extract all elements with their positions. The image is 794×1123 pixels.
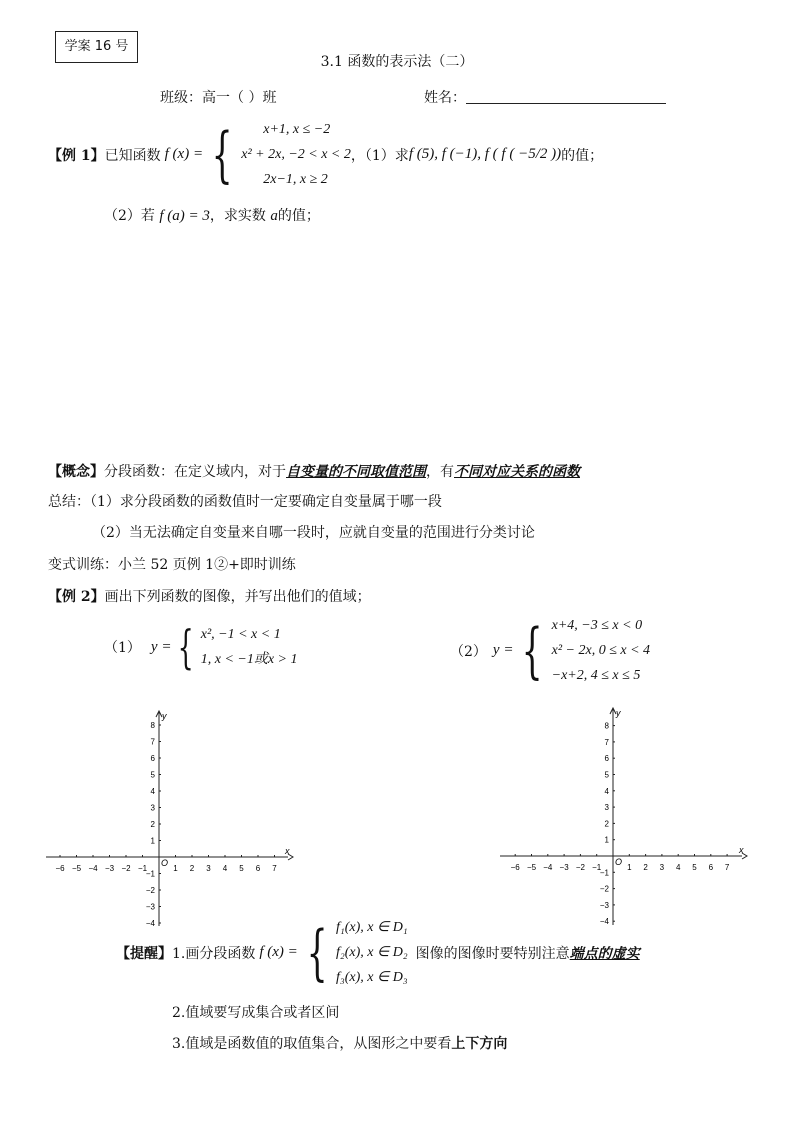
- y-tick-label: −4: [145, 919, 155, 928]
- concept-text2: ，有: [426, 464, 454, 480]
- brace-icon: {: [211, 119, 233, 190]
- x-tick-label: −6: [55, 864, 65, 873]
- example1-fx: f (x) =: [164, 146, 204, 162]
- x-tick-label: −5: [526, 863, 537, 872]
- name-blank[interactable]: [466, 89, 666, 104]
- reminder-item1-emph: 端点的虚实: [569, 945, 640, 962]
- x-tick-label: 7: [272, 864, 277, 873]
- reminder-item3-bold: 上下方向: [451, 1036, 508, 1052]
- concept-text1: 分段函数：在定义域内，对于: [104, 464, 286, 480]
- x-tick-label: 6: [708, 863, 714, 872]
- reminder-fx: f (x) =: [259, 944, 298, 960]
- y-tick-label: −2: [599, 884, 609, 894]
- case-row: f₃(x), x ∈ D₃: [335, 970, 408, 985]
- x-tick-label: −3: [559, 863, 569, 872]
- part2-label: （2）: [450, 643, 487, 660]
- x-tick-label: 4: [222, 864, 228, 873]
- q2-mid: ，求实数: [209, 208, 266, 224]
- case-row: 1, x < −1或x > 1: [200, 652, 298, 667]
- brace-icon: {: [306, 917, 328, 988]
- example1-q1-expr: f (5), f (−1), f ( f ( −5/2 )): [408, 146, 562, 162]
- name-field: [424, 87, 666, 107]
- page-title: 3.1 函数的表示法（二）: [320, 54, 474, 70]
- x-tick-label: −2: [575, 863, 585, 872]
- example2-text: 画出下列函数的图像，并写出他们的值域；: [104, 589, 371, 605]
- y-tick-label: 3: [150, 803, 155, 813]
- summary-line1: 总结：（1）求分段函数的函数值时一定要确定自变量属于哪一段: [48, 494, 442, 510]
- x-tick-label: 3: [659, 863, 665, 872]
- example1-cases: [241, 117, 351, 192]
- q2-prefix: （2）若: [104, 208, 155, 224]
- reminder-cases: [336, 915, 408, 990]
- reminder-piecewise: [298, 915, 408, 990]
- y-axis-label: y: [162, 711, 167, 721]
- reminder-item1-prefix: 1.画分段函数: [172, 945, 256, 962]
- class-label: 班级：高一（ ）班: [160, 90, 277, 106]
- case-row: x² + 2x, −2 < x < 2: [241, 147, 351, 162]
- x-tick-label: 6: [255, 864, 261, 873]
- example1-label: 【例 1】: [48, 147, 105, 164]
- name-label: 姓名：: [424, 90, 466, 106]
- y-tick-label: 7: [604, 737, 609, 747]
- reminder-item3-prefix: 3.值域是函数值的取值集合，从图形之中要看: [172, 1036, 452, 1052]
- example2-part2: [450, 613, 650, 688]
- case-row: −x+2, 4 ≤ x ≤ 5: [551, 668, 641, 683]
- reminder-item3: [172, 1033, 507, 1053]
- case-row: f₂(x), x ∈ D₂: [335, 945, 408, 960]
- reminder-item1-mid: 图像的图像时要特别注意: [415, 945, 570, 962]
- part2-cases: [552, 613, 650, 688]
- concept-emph2: 不同对应关系的函数: [454, 464, 580, 480]
- part1-label: （1）: [104, 640, 141, 656]
- origin-label: O: [615, 857, 623, 867]
- x-tick-label: 5: [239, 864, 244, 873]
- y-tick-label: 2: [150, 820, 155, 829]
- x-tick-label: −6: [510, 863, 520, 872]
- y-tick-label: −3: [599, 900, 609, 910]
- y-tick-label: 8: [150, 721, 155, 730]
- x-tick-label: 1: [627, 863, 632, 872]
- x-tick-label: 3: [206, 864, 211, 873]
- part1-piecewise: [171, 622, 297, 672]
- y-tick-label: 2: [604, 819, 609, 829]
- case-row: x+4, −3 ≤ x < 0: [551, 618, 643, 633]
- part2-y: y =: [492, 642, 514, 658]
- x-tick-label: 2: [189, 864, 195, 873]
- y-tick-label: −4: [599, 917, 609, 927]
- x-tick-label: 2: [643, 863, 648, 872]
- reminder-item2: 2.值域要写成集合或者区间: [172, 1005, 340, 1021]
- concept-emph1: 自变量的不同取值范围: [286, 464, 426, 480]
- concept-line: [48, 461, 580, 481]
- example1-q2: [104, 205, 320, 225]
- brace-icon: {: [522, 615, 544, 686]
- example1-intro: 已知函数: [104, 147, 161, 164]
- x-tick-label: 7: [724, 863, 730, 872]
- example2-line: [48, 586, 371, 606]
- x-tick-label: −2: [121, 864, 131, 873]
- concept-label: 【概念】: [48, 464, 104, 480]
- x-tick-label: −4: [543, 863, 553, 872]
- coordinate-axes-right[interactable]: [498, 705, 748, 927]
- example1-piecewise: [203, 117, 351, 192]
- example2-part1: [104, 622, 298, 672]
- y-tick-label: −2: [145, 886, 155, 895]
- x-axis-label: x: [285, 846, 290, 856]
- case-row: x+1, x ≤ −2: [263, 122, 331, 137]
- doc-number: 学案 16 号: [64, 39, 129, 54]
- y-tick-label: 7: [150, 737, 155, 747]
- y-tick-label: 4: [150, 787, 155, 796]
- brace-icon: {: [178, 620, 195, 674]
- example1-line: [48, 117, 603, 192]
- case-row: 2x−1, x ≥ 2: [263, 172, 328, 187]
- y-axis-label: y: [616, 708, 621, 718]
- q2-suffix: 的值；: [277, 208, 320, 224]
- case-row: f₁(x), x ∈ D₁: [335, 920, 408, 935]
- q2-expr: f (a) = 3: [159, 208, 210, 224]
- y-tick-label: 3: [604, 803, 609, 813]
- x-axis-label: x: [739, 845, 744, 855]
- part1-y: y =: [150, 638, 172, 655]
- y-tick-label: −1: [599, 868, 609, 878]
- origin-label: O: [161, 858, 169, 868]
- y-tick-label: 5: [604, 770, 609, 780]
- class-field: [160, 87, 276, 107]
- x-tick-label: −1: [137, 864, 148, 873]
- example2-label: 【例 2】: [48, 589, 105, 605]
- y-tick-label: 1: [150, 836, 155, 846]
- x-tick-label: −3: [104, 864, 115, 873]
- part1-cases: [201, 622, 298, 672]
- example1-q1-prefix: ，（1）求: [350, 147, 409, 164]
- case-row: x², −1 < x < 1: [200, 627, 281, 642]
- y-tick-label: −3: [145, 902, 155, 912]
- y-tick-label: 5: [150, 770, 155, 780]
- y-tick-label: 4: [604, 786, 609, 796]
- coordinate-axes-left[interactable]: [44, 708, 294, 928]
- y-tick-label: −1: [145, 869, 155, 879]
- y-tick-label: 6: [150, 754, 155, 763]
- x-tick-label: −4: [88, 864, 98, 873]
- x-tick-label: −5: [71, 864, 82, 873]
- y-tick-label: 8: [604, 721, 609, 731]
- example1-q1-suffix: 的值；: [561, 147, 604, 164]
- reminder-label: 【提醒】: [116, 945, 172, 962]
- part2-piecewise: [513, 613, 650, 688]
- x-tick-label: 1: [173, 864, 178, 873]
- summary-line3: 变式训练：小兰 52 页例 1②+即时训练: [48, 557, 296, 573]
- case-row: x² − 2x, 0 ≤ x < 4: [551, 643, 651, 658]
- y-tick-label: 6: [604, 754, 609, 764]
- y-tick-label: 1: [604, 835, 609, 845]
- reminder-item1: [116, 915, 640, 990]
- x-tick-label: −1: [592, 863, 602, 872]
- q2-var: a: [270, 208, 278, 224]
- x-tick-label: 5: [692, 863, 697, 872]
- summary-line2: （2）当无法确定自变量来自哪一段时，应就自变量的范围进行分类讨论: [92, 525, 535, 541]
- x-tick-label: 4: [675, 863, 681, 872]
